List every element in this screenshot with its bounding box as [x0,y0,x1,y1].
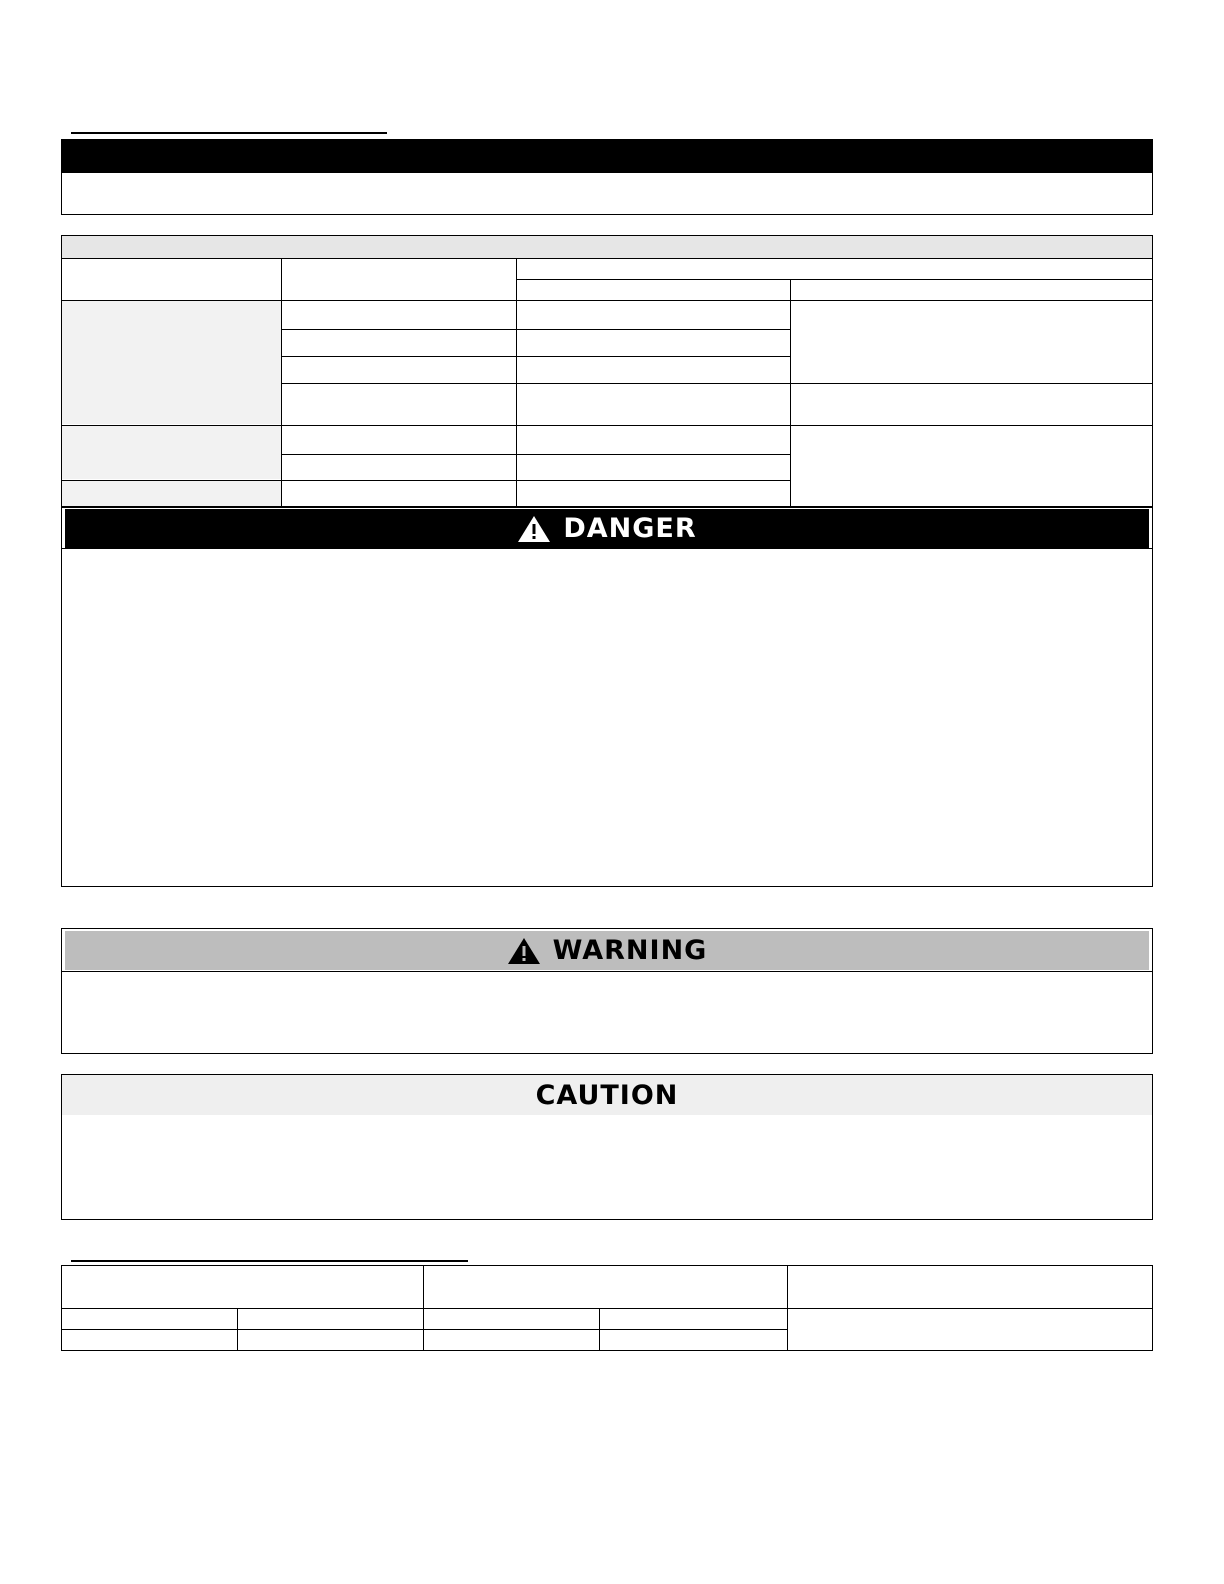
warning-banner [65,931,1149,970]
caution-label: CAUTION [535,1079,679,1111]
danger-box [61,506,1153,887]
row-label-cell-1 [62,300,281,424]
section-heading-underline-2 [71,1260,468,1262]
notice-box [61,139,1153,215]
bottom-table [61,1265,1153,1351]
row-label-cell-3 [62,480,281,507]
caution-box [61,1074,1153,1220]
row-label-cell-2 [62,425,281,479]
warning-label: WARNING [552,935,708,966]
danger-label: DANGER [563,513,697,544]
spec-table [61,235,1153,508]
notice-box-header-bar [62,140,1152,173]
warning-triangle-icon [517,515,551,543]
warning-triangle-icon [507,937,541,965]
spec-table-title-row [62,236,1152,258]
section-heading-underline [71,132,387,134]
danger-banner [65,509,1149,548]
warning-box [61,928,1153,1054]
caution-banner [62,1075,1152,1115]
